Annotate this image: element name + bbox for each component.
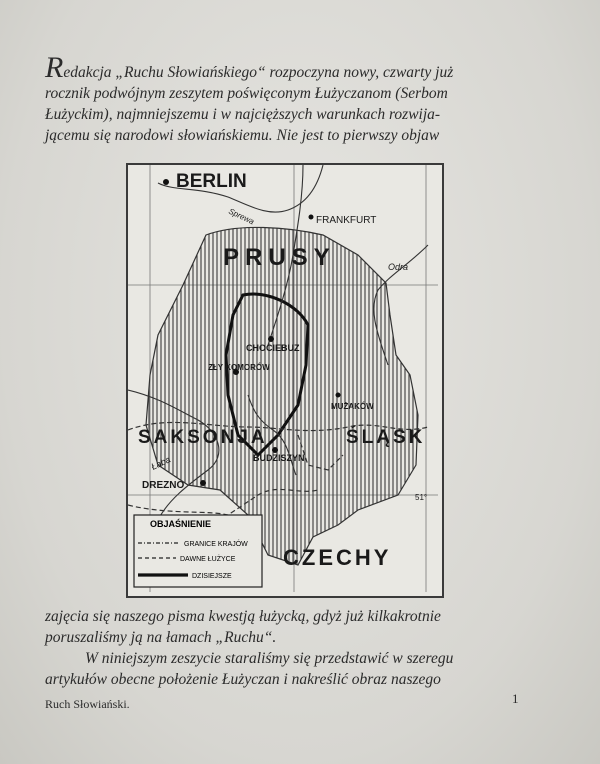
legend-item-present: DZISIEJSZE [192,573,232,580]
after-line-1: zajęcia się naszego pisma kwestją łużycką, gdyż już kilkakrotnie [45,608,441,625]
after-line-4: artykułów obecne położenie Łużyczan i nakreślić obraz naszego [45,671,441,688]
intro-line-1: Redakcja „Ruchu Słowiańskiego“ rozpoczyna nowy, czwarty już [45,51,454,84]
map-svg [128,165,438,592]
after-line-2: poruszaliśmy ją na łamach „Ruchu“. [45,629,277,646]
footer-source: Ruch Słowiański. [45,697,130,711]
label-odra: Odra [388,262,409,272]
label-drezno: DREZNO [142,480,185,491]
label-czechy: CZECHY [283,545,392,570]
label-saksonja: SAKSONJA [138,427,268,448]
legend-item-old: DAWNE ŁUŻYCE [180,556,236,563]
label-muzakow: MUŻAKÓW [331,402,374,411]
intro-line-2: rocznik podwójnym zeszytem poświęconym Łużyczanom (Serbom [45,85,448,102]
label-sprewa: Sprewa [227,206,256,227]
after-paragraph [45,606,545,690]
label-budziszyn: BUDZISZYN [253,453,305,463]
intro-line-3: Łużyckim), najmniejszemu i w najcięższych warunkach rozwija- [45,106,441,123]
label-slask: ŚLĄSK [346,427,426,448]
label-chociebuz: CHOCIEBUZ [246,343,300,353]
lusatia-map [126,163,444,598]
intro-line-4: jącemu się narodowi słowiańskiemu. Nie jest to pierwszy objaw [45,127,440,144]
legend-title: OBJAŚNIENIE [150,519,212,529]
label-prusy: PRUSY [223,244,336,271]
page-number: 1 [512,691,519,706]
label-berlin: BERLIN [176,171,247,192]
label-frankfurt: FRANKFURT [316,215,377,226]
legend-item-borders: GRANICE KRAJÓW [184,541,248,548]
drop-cap: R [45,51,64,84]
label-51-degree: 51° [415,493,428,502]
map-legend [134,515,262,587]
after-line-3: W niniejszym zeszycie staraliśmy się przedstawić w szeregu [85,650,454,667]
intro-paragraph [45,51,545,146]
label-labe: Łaba [149,454,172,472]
label-zly-komorow: ZŁY KOMORÓW [208,363,270,372]
old-lusatia-area [146,227,418,565]
